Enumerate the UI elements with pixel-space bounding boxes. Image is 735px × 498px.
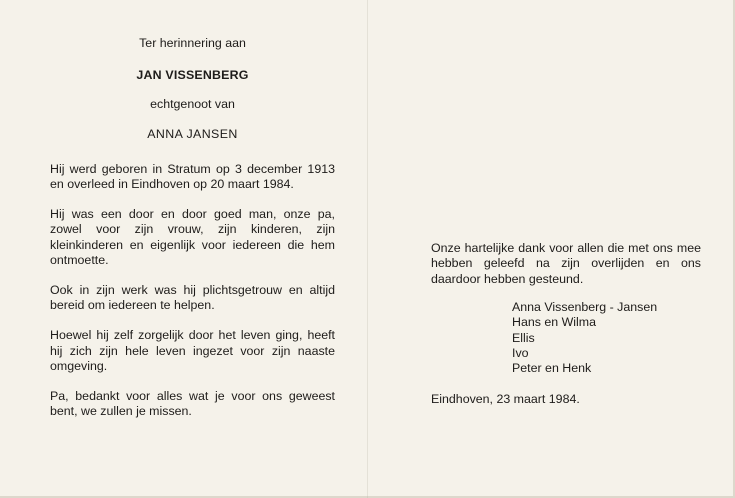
- right-panel: [431, 241, 701, 408]
- signature-list: [512, 300, 701, 376]
- spouse-name: ANNA JANSEN: [147, 126, 238, 141]
- place-date: Eindhoven, 23 maart 1984.: [431, 392, 580, 407]
- card-fold-line: [367, 0, 368, 498]
- character-paragraph: Hij was een door en door goed man, onze pa, zowel voor zijn vrouw, zijn kinderen, zijn kleinkinderen en eigenlijk voor iedereen die hem ontmoette.: [50, 207, 335, 267]
- signature-item: Anna Vissenberg - Jansen: [512, 300, 658, 315]
- spouse-label: echtgenoot van: [150, 97, 235, 112]
- thanks-paragraph: Onze hartelijke dank voor allen die met ons mee hebben geleefd na zijn overlijden en ons daardoor hebben gesteund.: [431, 241, 701, 286]
- signature-item: Ivo: [512, 345, 529, 360]
- birth-death-paragraph: Hij werd geboren in Stratum op 3 december 1913 en overleed in Eindhoven op 20 maart 1984.: [50, 161, 335, 192]
- left-panel: [50, 36, 335, 419]
- signature-item: Ellis: [512, 330, 535, 345]
- intro-text: Ter herinnering aan: [139, 36, 246, 50]
- farewell-paragraph: Pa, bedankt voor alles wat je voor ons geweest bent, we zullen je missen.: [50, 389, 335, 419]
- signature-item: Peter en Henk: [512, 361, 592, 376]
- signature-item: Hans en Wilma: [512, 315, 597, 330]
- deceased-name: JAN VISSENBERG: [136, 68, 249, 83]
- life-paragraph: Hoewel hij zelf zorgelijk door het leven ging, heeft hij zich zijn hele leven ingezet voor zijn naaste omgeving.: [50, 328, 335, 373]
- work-paragraph: Ook in zijn werk was hij plichtsgetrouw en altijd bereid om iedereen te helpen.: [50, 283, 335, 313]
